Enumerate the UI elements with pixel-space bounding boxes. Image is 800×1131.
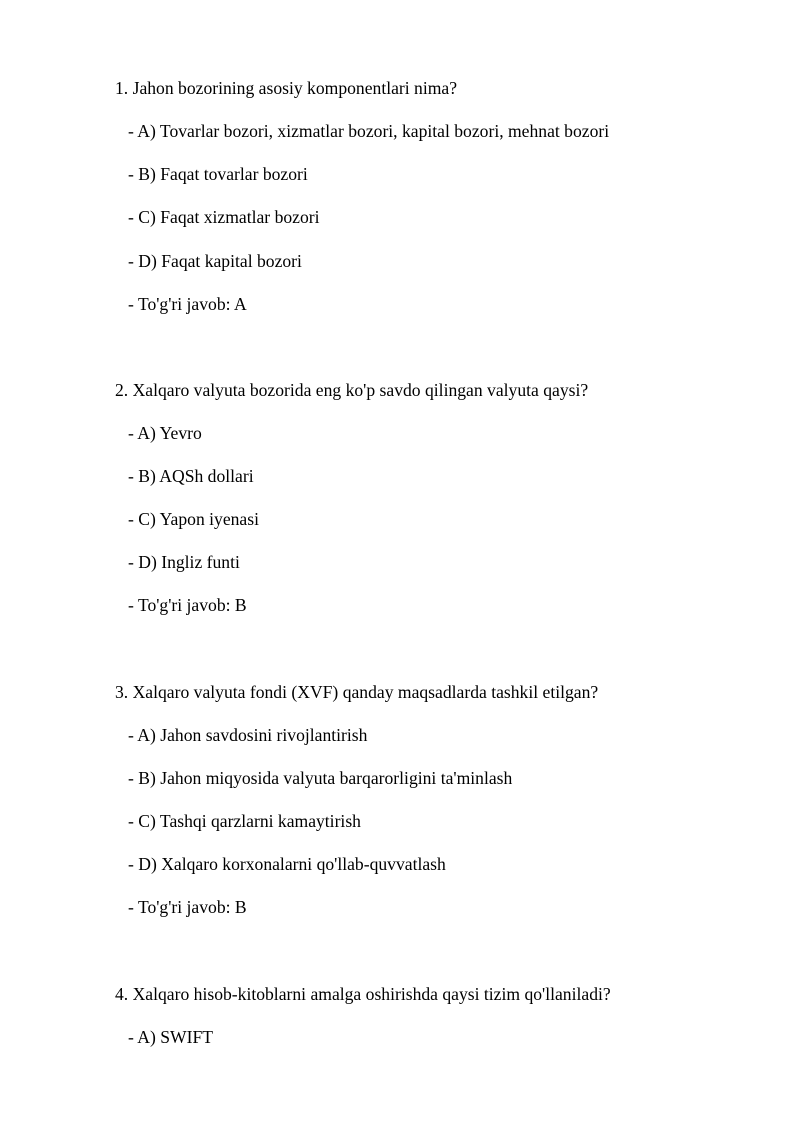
- question-2-text: 2. Xalqaro valyuta bozorida eng ko'p savdo qilingan valyuta qaysi?: [115, 380, 589, 400]
- question-3-text: 3. Xalqaro valyuta fondi (XVF) qanday maqsadlarda tashkil etilgan?: [115, 682, 599, 702]
- question-4-option-a: - A) SWIFT: [128, 1027, 214, 1047]
- question-1-option-c: - C) Faqat xizmatlar bozori: [128, 207, 320, 227]
- question-1-answer: - To'g'ri javob: A: [128, 294, 247, 314]
- question-2-answer: - To'g'ri javob: B: [128, 595, 247, 615]
- question-1-option-b: - B) Faqat tovarlar bozori: [128, 164, 308, 184]
- question-3-option-b: - B) Jahon miqyosida valyuta barqarorligini ta'minlash: [128, 768, 513, 788]
- question-3-option-a: - A) Jahon savdosini rivojlantirish: [128, 725, 368, 745]
- question-1-option-d: - D) Faqat kapital bozori: [128, 251, 302, 271]
- question-3-option-c: - C) Tashqi qarzlarni kamaytirish: [128, 811, 361, 831]
- question-2-option-d: - D) Ingliz funti: [128, 552, 240, 572]
- question-2-option-c: - C) Yapon iyenasi: [128, 509, 259, 529]
- question-3-answer: - To'g'ri javob: B: [128, 897, 247, 917]
- question-2-option-a: - A) Yevro: [128, 423, 202, 443]
- question-2-option-b: - B) AQSh dollari: [128, 466, 254, 486]
- question-1-text: 1. Jahon bozorining asosiy komponentlari nima?: [115, 78, 458, 98]
- question-3-option-d: - D) Xalqaro korxonalarni qo'llab-quvvatlash: [128, 854, 446, 874]
- question-1-option-a: - A) Tovarlar bozori, xizmatlar bozori, kapital bozori, mehnat bozori: [128, 121, 610, 141]
- question-4-text: 4. Xalqaro hisob-kitoblarni amalga oshirishda qaysi tizim qo'llaniladi?: [115, 984, 611, 1004]
